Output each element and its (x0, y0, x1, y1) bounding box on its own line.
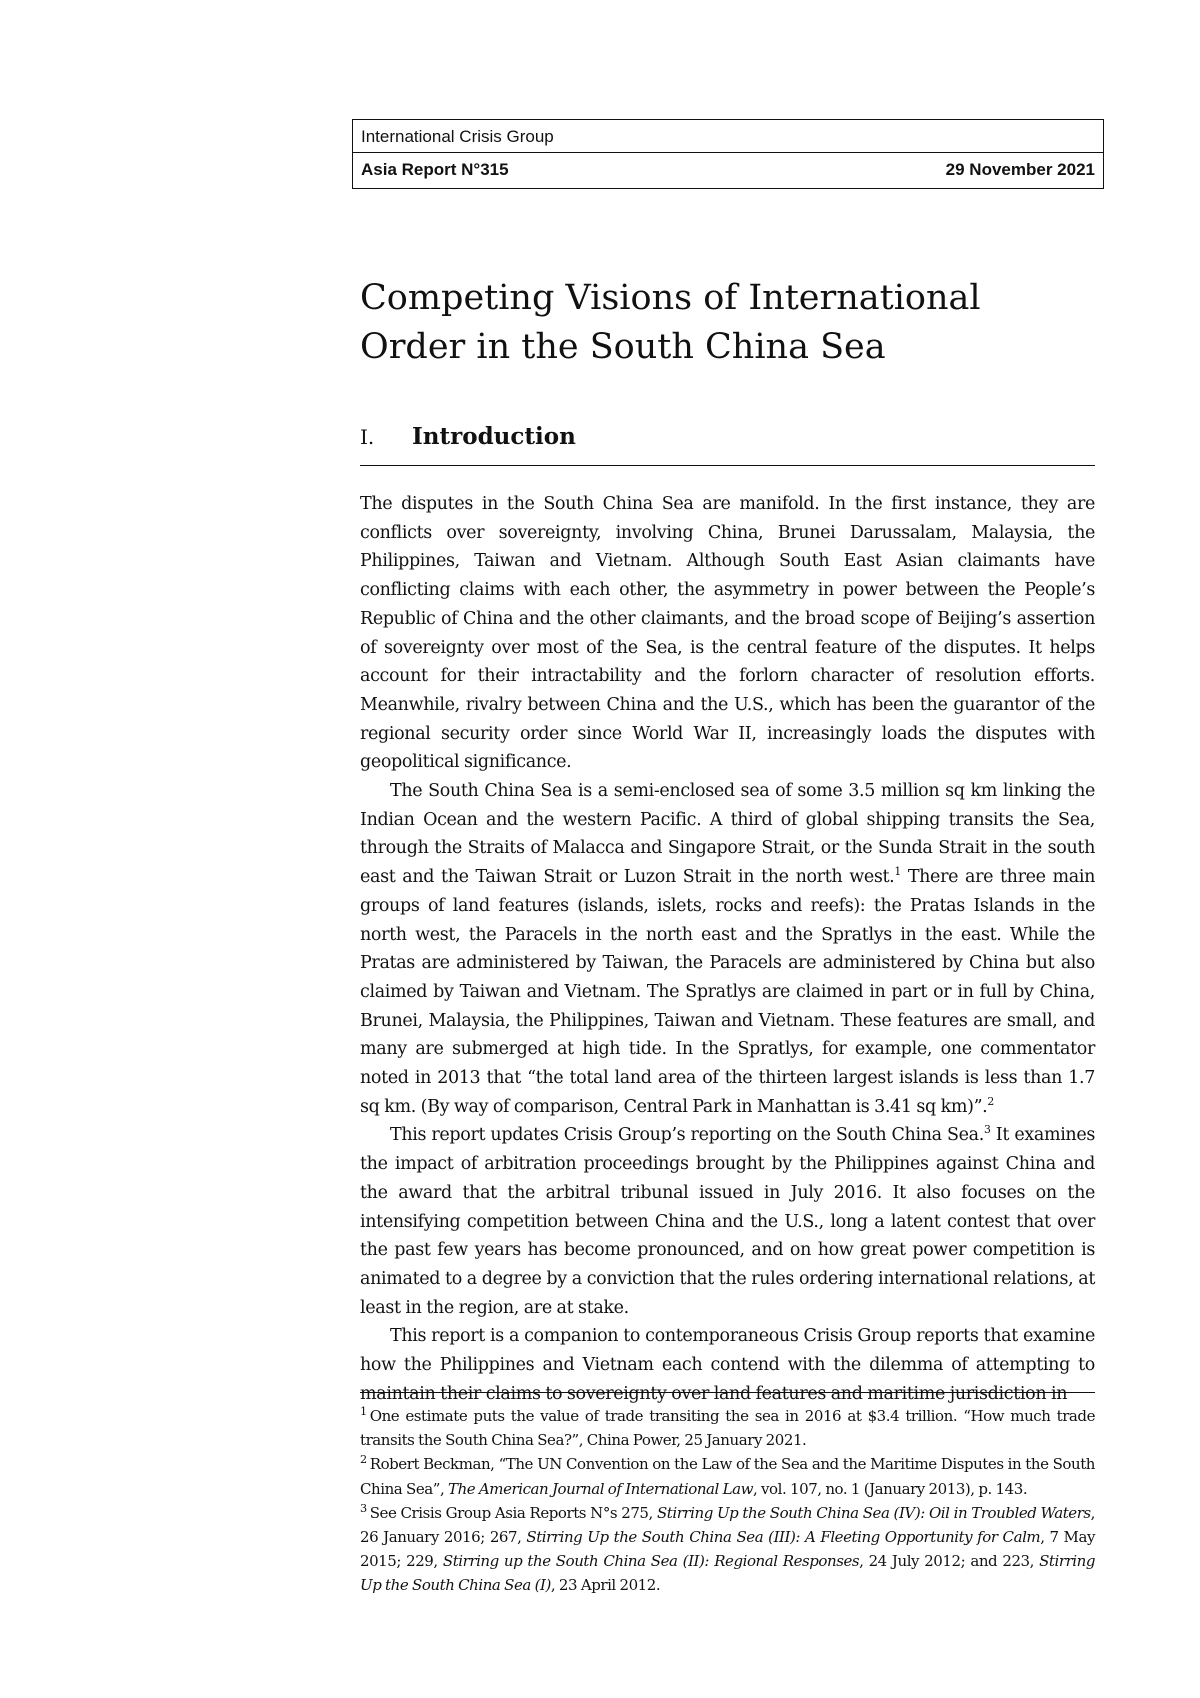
footnote-divider (360, 1392, 1095, 1393)
paragraph-3-text-a: This report updates Crisis Group’s reporting on the South China Sea. (390, 1125, 984, 1146)
section-title: Introduction (412, 423, 576, 450)
footnote-3-text-1: See Crisis Group Asia Reports N°s 275, (369, 1503, 657, 1522)
paragraph-4-text: This report is a companion to contemporaneous Crisis Group reports that examine how the Philippines and Vietnam each contend with the dilemma of attempting to maintain their claims to sovereignty over land features and maritime jurisdiction in (360, 1326, 1095, 1404)
footnote-2 (360, 1452, 1095, 1500)
title-line-1: Competing Visions of International (360, 278, 981, 318)
footnote-1-text: One estimate puts the value of trade transiting the sea in 2016 at $3.4 trillion. “How much trade transits the South China Sea?”, China Power, 25 January 2021. (360, 1407, 1095, 1450)
footnote-3-text-5: , 23 April 2012. (550, 1576, 661, 1595)
footnote-3-text-2: , 26 January 2016; 267, (360, 1503, 1095, 1547)
footnote-ref-1[interactable]: 1 (894, 865, 901, 879)
footnote-2-journal: The American Journal of International Law (448, 1479, 753, 1498)
document-title (360, 274, 1100, 372)
footnote-2-text-a: Robert Beckman, “The UN Convention on the Law of the Sea and the Maritime Disputes in the South China Sea”, (360, 1455, 1095, 1498)
section-number: I. (360, 425, 375, 449)
footnote-2-number: 2 (360, 1453, 367, 1467)
header-org: International Crisis Group (353, 120, 1103, 153)
paragraph-4 (360, 1322, 1095, 1408)
footnote-1-number: 1 (360, 1405, 367, 1418)
footnote-3-number: 3 (360, 1501, 367, 1515)
footnote-3-text-4: , 24 July 2012; and 223, (859, 1552, 1040, 1571)
paragraph-2-text-a: The South China Sea is a semi-enclosed sea of some 3.5 million sq km linking the Indian Ocean and the western Pacific. A third of global shipping transits the Sea, through the Straits of Malacca and Singapore Strait, or the Sunda Strait in the south east and the Taiwan Strait or Luzon Strait in the north west. (360, 781, 1095, 888)
paragraph-2-text-b: There are three main groups of land features (islands, islets, rocks and reefs): the Pratas Islands in the north west, the Paracels in the north east and the Spratlys in the east. While the Pratas are administered by Taiwan, the Paracels are administered by China but also claimed by Taiwan and Vietnam. The Spratlys are claimed in part or in full by China, Brunei, Malaysia, the Philippines, Taiwan and Vietnam. These features are small, and many are submerged at high tide. In the Spratlys, for example, one commentator noted in 2013 that “the total land area of the thirteen largest islands is less than 1.7 sq km. (By way of comparison, Central Park in Manhattan is 3.41 sq km)”. (360, 867, 1095, 1117)
footnote-3-text-3: , 7 May 2015; 229, (360, 1528, 1095, 1571)
body-text (360, 490, 1095, 1409)
paragraph-1-text: The disputes in the South China Sea are manifold. In the first instance, they are conflicts over sovereignty, involving China, Brunei Darussalam, Malaysia, the Philippines, Taiwan and Vietnam. Although South East Asian claimants have conflicting claims with each other, the asymmetry in power between the People’s Republic of China and the other claimants, and the broad scope of Beijing’s assertion of sovereignty over most of the Sea, is the central feature of the disputes. It helps account for their intractability and the forlorn character of resolution efforts. Meanwhile, rivalry between China and the U.S., which has been the guarantor of the regional security order since World War II, increasingly loads the disputes with geopolitical significance. (360, 494, 1095, 773)
footnote-3-title-1: Stirring Up the South China Sea (IV): Oil in Troubled Waters (656, 1503, 1091, 1522)
footnote-ref-3[interactable]: 3 (983, 1123, 991, 1137)
paragraph-3-text-b: It examines the impact of arbitration proceedings brought by the Philippines against China and the award that the arbitral tribunal issued in July 2016. It also focuses on the intensifying competition between China and the U.S., long a latent contest that over the past few years has become pronounced, and on how great power competition is animated to a degree by a conviction that the rules ordering international relations, at least in the region, are at stake. (360, 1125, 1095, 1318)
header-report-row (353, 153, 1103, 187)
footnote-1 (360, 1404, 1095, 1452)
title-line-2: Order in the South China Sea (360, 327, 886, 367)
footnote-3 (360, 1501, 1095, 1598)
paragraph-2 (360, 777, 1095, 1121)
footnote-3-title-2: Stirring Up the South China Sea (III): A Fleeting Opportunity for Calm (526, 1528, 1041, 1547)
paragraph-1 (360, 490, 1095, 777)
section-heading (360, 423, 1095, 466)
paragraph-3 (360, 1121, 1095, 1322)
footnote-2-text-b: , vol. 107, no. 1 (January 2013), p. 143. (752, 1479, 1028, 1498)
footnotes (360, 1404, 1095, 1598)
report-date: 29 November 2021 (945, 160, 1095, 179)
footnote-ref-2[interactable]: 2 (987, 1094, 994, 1108)
report-header (352, 119, 1104, 189)
report-id: Asia Report N°315 (361, 160, 509, 179)
footnote-3-title-3: Stirring up the South China Sea (II): Regional Responses (442, 1552, 860, 1571)
footnote-3-title-4: Stirring Up the South China Sea (I) (360, 1552, 1095, 1595)
